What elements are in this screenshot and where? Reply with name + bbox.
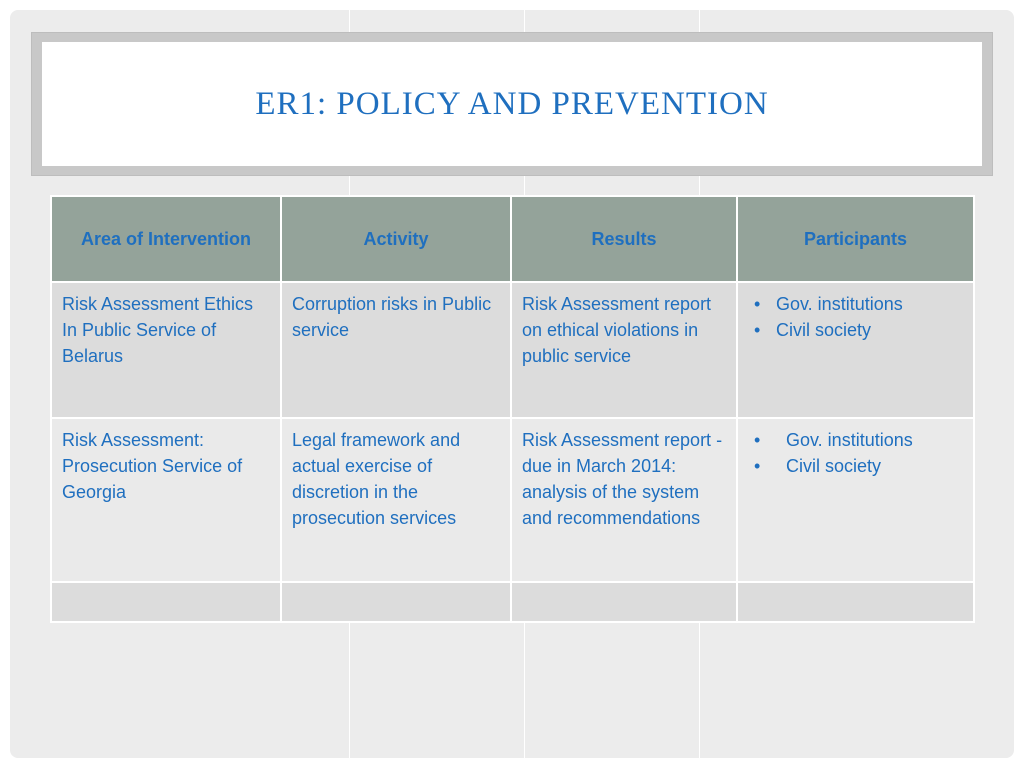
participant-item: • Civil society — [748, 453, 963, 479]
participants-list — [748, 291, 963, 343]
cell-area: Risk Assessment: Prosecution Service of Georgia — [51, 418, 281, 582]
cell-participants — [737, 282, 974, 418]
header-participants: Participants — [737, 196, 974, 282]
table-row — [51, 282, 974, 418]
cell-results: Risk Assessment report - due in March 2014: analysis of the system and recommendations — [511, 418, 737, 582]
participants-list — [748, 427, 963, 479]
cell-empty — [737, 582, 974, 622]
cell-empty — [281, 582, 511, 622]
intervention-table — [50, 195, 975, 623]
cell-empty — [511, 582, 737, 622]
header-results: Results — [511, 196, 737, 282]
header-activity: Activity — [281, 196, 511, 282]
cell-participants — [737, 418, 974, 582]
cell-activity: Legal framework and actual exercise of discretion in the prosecution services — [281, 418, 511, 582]
participant-item: • Gov. institutions — [748, 427, 963, 453]
header-area: Area of Intervention — [51, 196, 281, 282]
title-box — [42, 42, 982, 166]
table-row-empty — [51, 582, 974, 622]
title-frame — [31, 32, 993, 176]
table-header-row — [51, 196, 974, 282]
slide-title: ER1: POLICY AND PREVENTION — [255, 85, 769, 122]
table-row — [51, 418, 974, 582]
participant-item: • Gov. institutions — [748, 291, 963, 317]
cell-results: Risk Assessment report on ethical violations in public service — [511, 282, 737, 418]
participant-item: • Civil society — [748, 317, 963, 343]
cell-area: Risk Assessment Ethics In Public Service of Belarus — [51, 282, 281, 418]
slide — [10, 10, 1014, 758]
cell-empty — [51, 582, 281, 622]
cell-activity: Corruption risks in Public service — [281, 282, 511, 418]
